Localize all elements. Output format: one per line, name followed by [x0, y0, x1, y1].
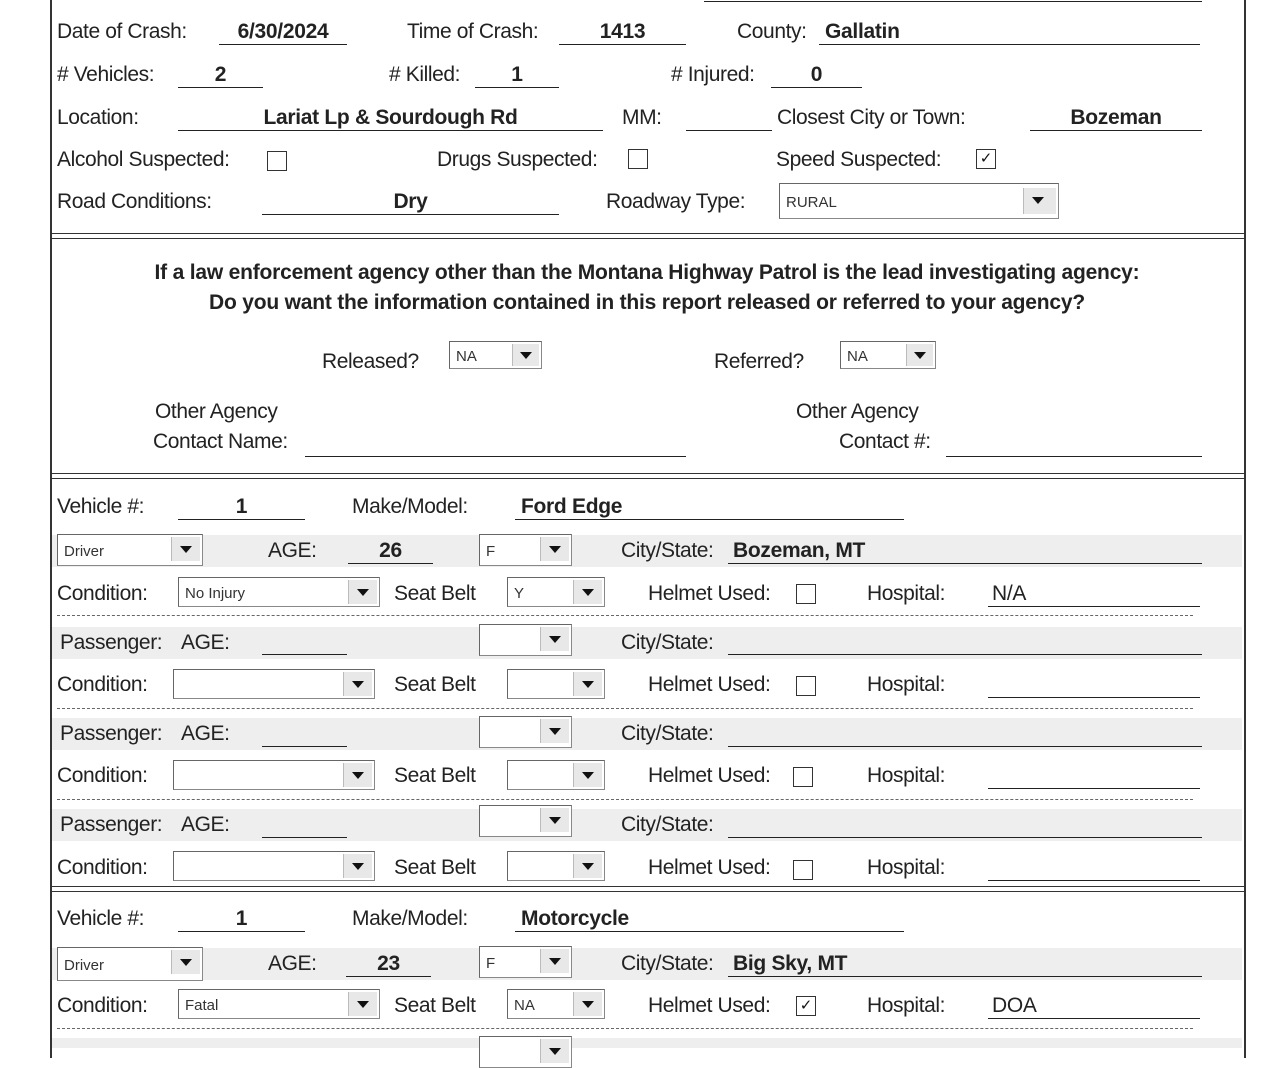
passenger-label: Passenger: — [60, 722, 163, 745]
condition-select[interactable] — [173, 851, 375, 881]
road-conditions-label: Road Conditions: — [57, 190, 212, 213]
check-icon — [799, 586, 813, 600]
city-state-label: City/State: — [621, 952, 714, 975]
helmet-label: Helmet Used: — [648, 994, 771, 1017]
condition-label: Condition: — [57, 856, 148, 879]
city-state-label: City/State: — [621, 631, 714, 654]
hospital-field[interactable] — [988, 788, 1200, 789]
chevron-down-icon — [171, 537, 200, 561]
condition-label: Condition: — [57, 764, 148, 787]
killed-label: # Killed: — [389, 63, 461, 86]
helmet-checkbox[interactable] — [793, 860, 813, 880]
chevron-down-icon — [343, 672, 372, 696]
hospital-label: Hospital: — [867, 582, 946, 605]
time-label: Time of Crash: — [407, 20, 539, 43]
check-icon: ✓ — [979, 149, 993, 167]
check-icon — [631, 151, 645, 165]
check-icon — [270, 153, 284, 167]
vehicle-number-label: Vehicle #: — [57, 907, 145, 930]
chevron-down-icon — [573, 580, 602, 604]
passenger-city-field[interactable] — [728, 837, 1202, 838]
chevron-down-icon — [343, 763, 372, 787]
age-value[interactable]: 26 — [379, 539, 402, 562]
chevron-down-icon — [540, 1039, 569, 1063]
location-label: Location: — [57, 106, 139, 129]
make-model-value[interactable]: Ford Edge — [521, 495, 623, 518]
chevron-down-icon — [343, 854, 372, 878]
chevron-down-icon — [348, 580, 377, 604]
road-conditions-value[interactable]: Dry — [393, 190, 428, 213]
age-label: AGE: — [268, 952, 317, 975]
chevron-down-icon — [540, 719, 569, 743]
hospital-value[interactable]: DOA — [992, 994, 1037, 1017]
time-value[interactable]: 1413 — [599, 20, 646, 43]
chevron-down-icon — [540, 627, 569, 651]
city-state-label: City/State: — [621, 722, 714, 745]
drugs-label: Drugs Suspected: — [437, 148, 598, 171]
contact-name-field[interactable] — [305, 456, 686, 457]
check-icon: ✓ — [799, 996, 813, 1014]
city-state-label: City/State: — [621, 813, 714, 836]
released-label: Released? — [322, 350, 419, 373]
sex-select[interactable]: F — [479, 946, 572, 978]
seat-belt-select[interactable] — [507, 851, 605, 881]
sex-select[interactable] — [479, 1036, 572, 1068]
city-state-value[interactable]: Bozeman, MT — [733, 539, 866, 562]
chevron-down-icon — [540, 537, 569, 561]
referred-select[interactable]: NA — [840, 341, 936, 369]
hospital-label: Hospital: — [867, 856, 946, 879]
chevron-down-icon — [171, 950, 200, 974]
sex-select[interactable] — [479, 805, 572, 837]
condition-label: Condition: — [57, 994, 148, 1017]
notice-line-2: Do you want the information contained in this report released or referred to your agency? — [208, 291, 1085, 314]
released-select[interactable]: NA — [449, 341, 542, 369]
alcohol-checkbox[interactable] — [267, 151, 287, 171]
contact-number-label: Contact #: — [839, 430, 931, 453]
county-label: County: — [737, 20, 807, 43]
sex-select[interactable]: F — [479, 534, 572, 566]
passenger-label: Passenger: — [60, 813, 163, 836]
age-label: AGE: — [181, 631, 230, 654]
helmet-label: Helmet Used: — [648, 582, 771, 605]
speed-label: Speed Suspected: — [776, 148, 942, 171]
injured-value[interactable]: 0 — [810, 63, 823, 86]
county-value[interactable]: Gallatin — [825, 20, 900, 43]
seat-belt-label: Seat Belt — [394, 994, 476, 1017]
contact-number-field[interactable] — [946, 456, 1202, 457]
seat-belt-select[interactable]: NA — [507, 989, 605, 1019]
seat-belt-select[interactable]: Y — [507, 577, 605, 607]
condition-select[interactable] — [173, 760, 375, 790]
age-label: AGE: — [268, 539, 317, 562]
passenger-age-field[interactable] — [262, 746, 347, 747]
section-divider — [50, 886, 1244, 892]
closest-city-value[interactable]: Bozeman — [1070, 106, 1162, 129]
referred-label: Referred? — [714, 350, 804, 373]
vehicle-number-value[interactable]: 1 — [235, 907, 248, 930]
driver-role-select[interactable]: Driver — [57, 534, 203, 566]
helmet-label: Helmet Used: — [648, 856, 771, 879]
seat-belt-label: Seat Belt — [394, 582, 476, 605]
hospital-label: Hospital: — [867, 673, 946, 696]
helmet-label: Helmet Used: — [648, 764, 771, 787]
roadway-type-label: Roadway Type: — [606, 190, 746, 213]
location-value[interactable]: Lariat Lp & Sourdough Rd — [263, 106, 518, 129]
sex-select[interactable] — [479, 716, 572, 748]
age-value[interactable]: 23 — [377, 952, 400, 975]
date-value[interactable]: 6/30/2024 — [237, 20, 329, 43]
condition-label: Condition: — [57, 582, 148, 605]
passenger-age-field[interactable] — [262, 837, 347, 838]
killed-value[interactable]: 1 — [511, 63, 523, 86]
other-agency-label: Other Agency — [796, 400, 919, 423]
chevron-down-icon — [573, 763, 602, 787]
helmet-label: Helmet Used: — [648, 673, 771, 696]
passenger-age-field[interactable] — [262, 654, 347, 655]
passenger-label: Passenger: — [60, 631, 163, 654]
condition-select[interactable] — [173, 669, 375, 699]
hospital-label: Hospital: — [867, 764, 946, 787]
city-state-label: City/State: — [621, 539, 714, 562]
section-divider — [50, 233, 1244, 239]
vehicles-count-label: # Vehicles: — [57, 63, 155, 86]
cut-off-underline — [704, 1, 1202, 2]
seat-belt-select[interactable] — [507, 669, 605, 699]
seat-belt-label: Seat Belt — [394, 673, 476, 696]
condition-label: Condition: — [57, 673, 148, 696]
helmet-checkbox[interactable] — [796, 996, 816, 1016]
roadway-type-select[interactable]: RURAL — [779, 183, 1059, 219]
seat-belt-label: Seat Belt — [394, 856, 476, 879]
date-label: Date of Crash: — [57, 20, 187, 43]
helmet-checkbox[interactable] — [796, 584, 816, 604]
chevron-down-icon — [540, 949, 569, 973]
drugs-checkbox[interactable] — [628, 149, 648, 169]
make-model-value[interactable]: Motorcycle — [521, 907, 629, 930]
driver-role-select[interactable]: Driver — [57, 947, 203, 981]
sex-select[interactable] — [479, 624, 572, 656]
helmet-checkbox[interactable] — [793, 767, 813, 787]
chevron-down-icon — [1023, 188, 1056, 214]
hospital-label: Hospital: — [867, 994, 946, 1017]
vehicle-number-label: Vehicle #: — [57, 495, 145, 518]
age-label: AGE: — [181, 722, 230, 745]
mm-label: MM: — [622, 106, 662, 129]
chevron-down-icon — [512, 344, 539, 366]
chevron-down-icon — [906, 344, 933, 366]
passenger-city-field[interactable] — [728, 654, 1202, 655]
make-model-label: Make/Model: — [352, 495, 468, 518]
section-divider — [50, 473, 1244, 479]
chevron-down-icon — [540, 808, 569, 832]
alcohol-label: Alcohol Suspected: — [57, 148, 230, 171]
condition-select[interactable]: Fatal — [178, 989, 380, 1019]
speed-checkbox[interactable] — [976, 149, 996, 169]
seat-belt-label: Seat Belt — [394, 764, 476, 787]
chevron-down-icon — [348, 992, 377, 1016]
contact-name-label: Contact Name: — [153, 430, 288, 453]
hospital-value[interactable]: N/A — [992, 582, 1027, 605]
condition-select[interactable]: No Injury — [178, 577, 380, 607]
hospital-field[interactable] — [988, 697, 1200, 698]
chevron-down-icon — [573, 992, 602, 1016]
closest-city-label: Closest City or Town: — [777, 106, 966, 129]
hospital-field[interactable] — [988, 880, 1200, 881]
other-agency-label: Other Agency — [155, 400, 278, 423]
helmet-checkbox[interactable] — [796, 676, 816, 696]
passenger-city-field[interactable] — [728, 746, 1202, 747]
notice-line-1: If a law enforcement agency other than the Montana Highway Patrol is the lead investigating agency: — [154, 261, 1140, 284]
vehicle-number-value[interactable]: 1 — [235, 495, 248, 518]
city-state-value[interactable]: Big Sky, MT — [733, 952, 848, 975]
chevron-down-icon — [573, 672, 602, 696]
age-label: AGE: — [181, 813, 230, 836]
seat-belt-select[interactable] — [507, 760, 605, 790]
make-model-label: Make/Model: — [352, 907, 468, 930]
chevron-down-icon — [573, 854, 602, 878]
injured-label: # Injured: — [671, 63, 755, 86]
vehicles-count-value[interactable]: 2 — [214, 63, 227, 86]
